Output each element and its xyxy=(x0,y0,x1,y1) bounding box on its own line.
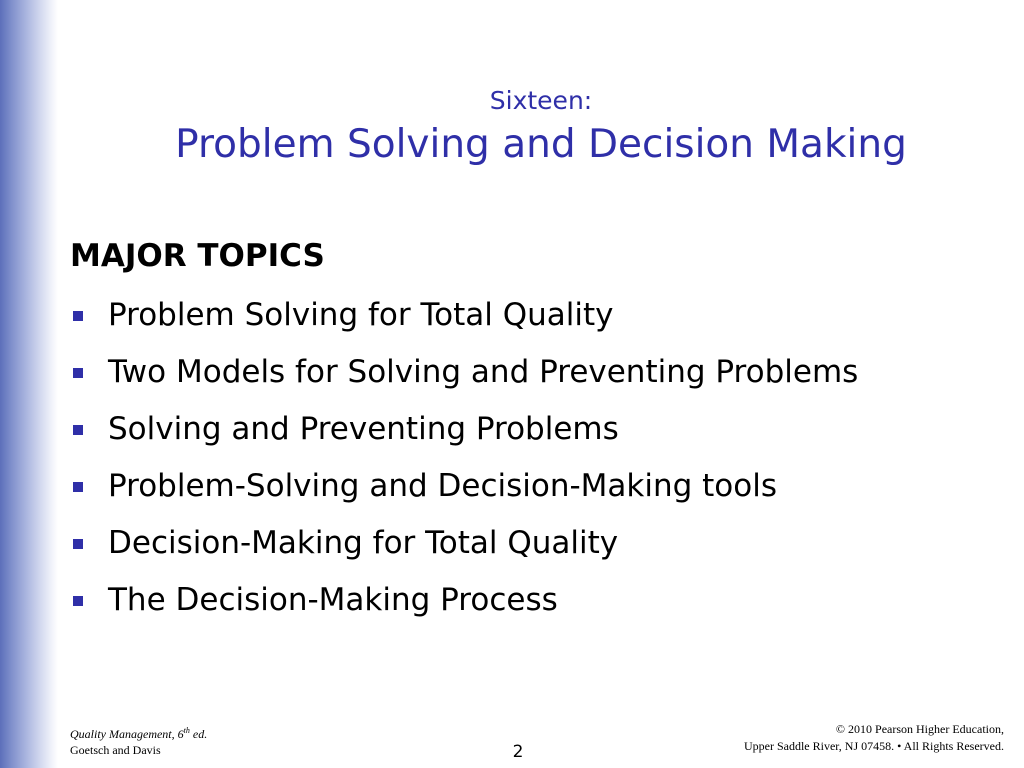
topic-text: The Decision-Making Process xyxy=(108,582,558,618)
square-bullet-icon xyxy=(73,425,83,435)
book-title-line xyxy=(70,723,207,742)
topic-text: Problem-Solving and Decision-Making tools xyxy=(108,468,777,504)
square-bullet-icon xyxy=(73,368,83,378)
square-bullet-icon xyxy=(73,311,83,321)
footer-copyright xyxy=(744,721,1004,755)
topic-text: Decision-Making for Total Quality xyxy=(108,525,619,561)
book-title: Quality Management, 6 xyxy=(70,727,184,741)
square-bullet-icon xyxy=(73,596,83,606)
topics-list xyxy=(70,287,858,629)
list-item xyxy=(70,401,858,458)
footer-book-info xyxy=(70,723,207,758)
slide-title: Problem Solving and Decision Making xyxy=(175,122,907,167)
square-bullet-icon xyxy=(73,482,83,492)
left-gradient-bar xyxy=(0,0,58,768)
topic-text: Solving and Preventing Problems xyxy=(108,411,619,447)
topics-heading: MAJOR TOPICS xyxy=(70,238,325,274)
edition-suffix: ed. xyxy=(189,727,208,741)
copyright-line-1: © 2010 Pearson Higher Education, xyxy=(835,722,1004,736)
list-item xyxy=(70,572,858,629)
list-item xyxy=(70,287,858,344)
edition-superscript: th xyxy=(183,726,190,735)
chapter-label: Sixteen: xyxy=(489,86,593,115)
list-item xyxy=(70,515,858,572)
topic-text: Problem Solving for Total Quality xyxy=(108,297,614,333)
list-item xyxy=(70,458,858,515)
authors: Goetsch and Davis xyxy=(70,743,161,757)
copyright-line-2: Upper Saddle River, NJ 07458. • All Rights Reserved. xyxy=(743,739,1004,753)
topic-text: Two Models for Solving and Preventing Problems xyxy=(108,354,859,390)
list-item xyxy=(70,344,858,401)
slide-title-block xyxy=(58,84,1024,170)
square-bullet-icon xyxy=(73,539,83,549)
page-number: 2 xyxy=(512,742,524,762)
